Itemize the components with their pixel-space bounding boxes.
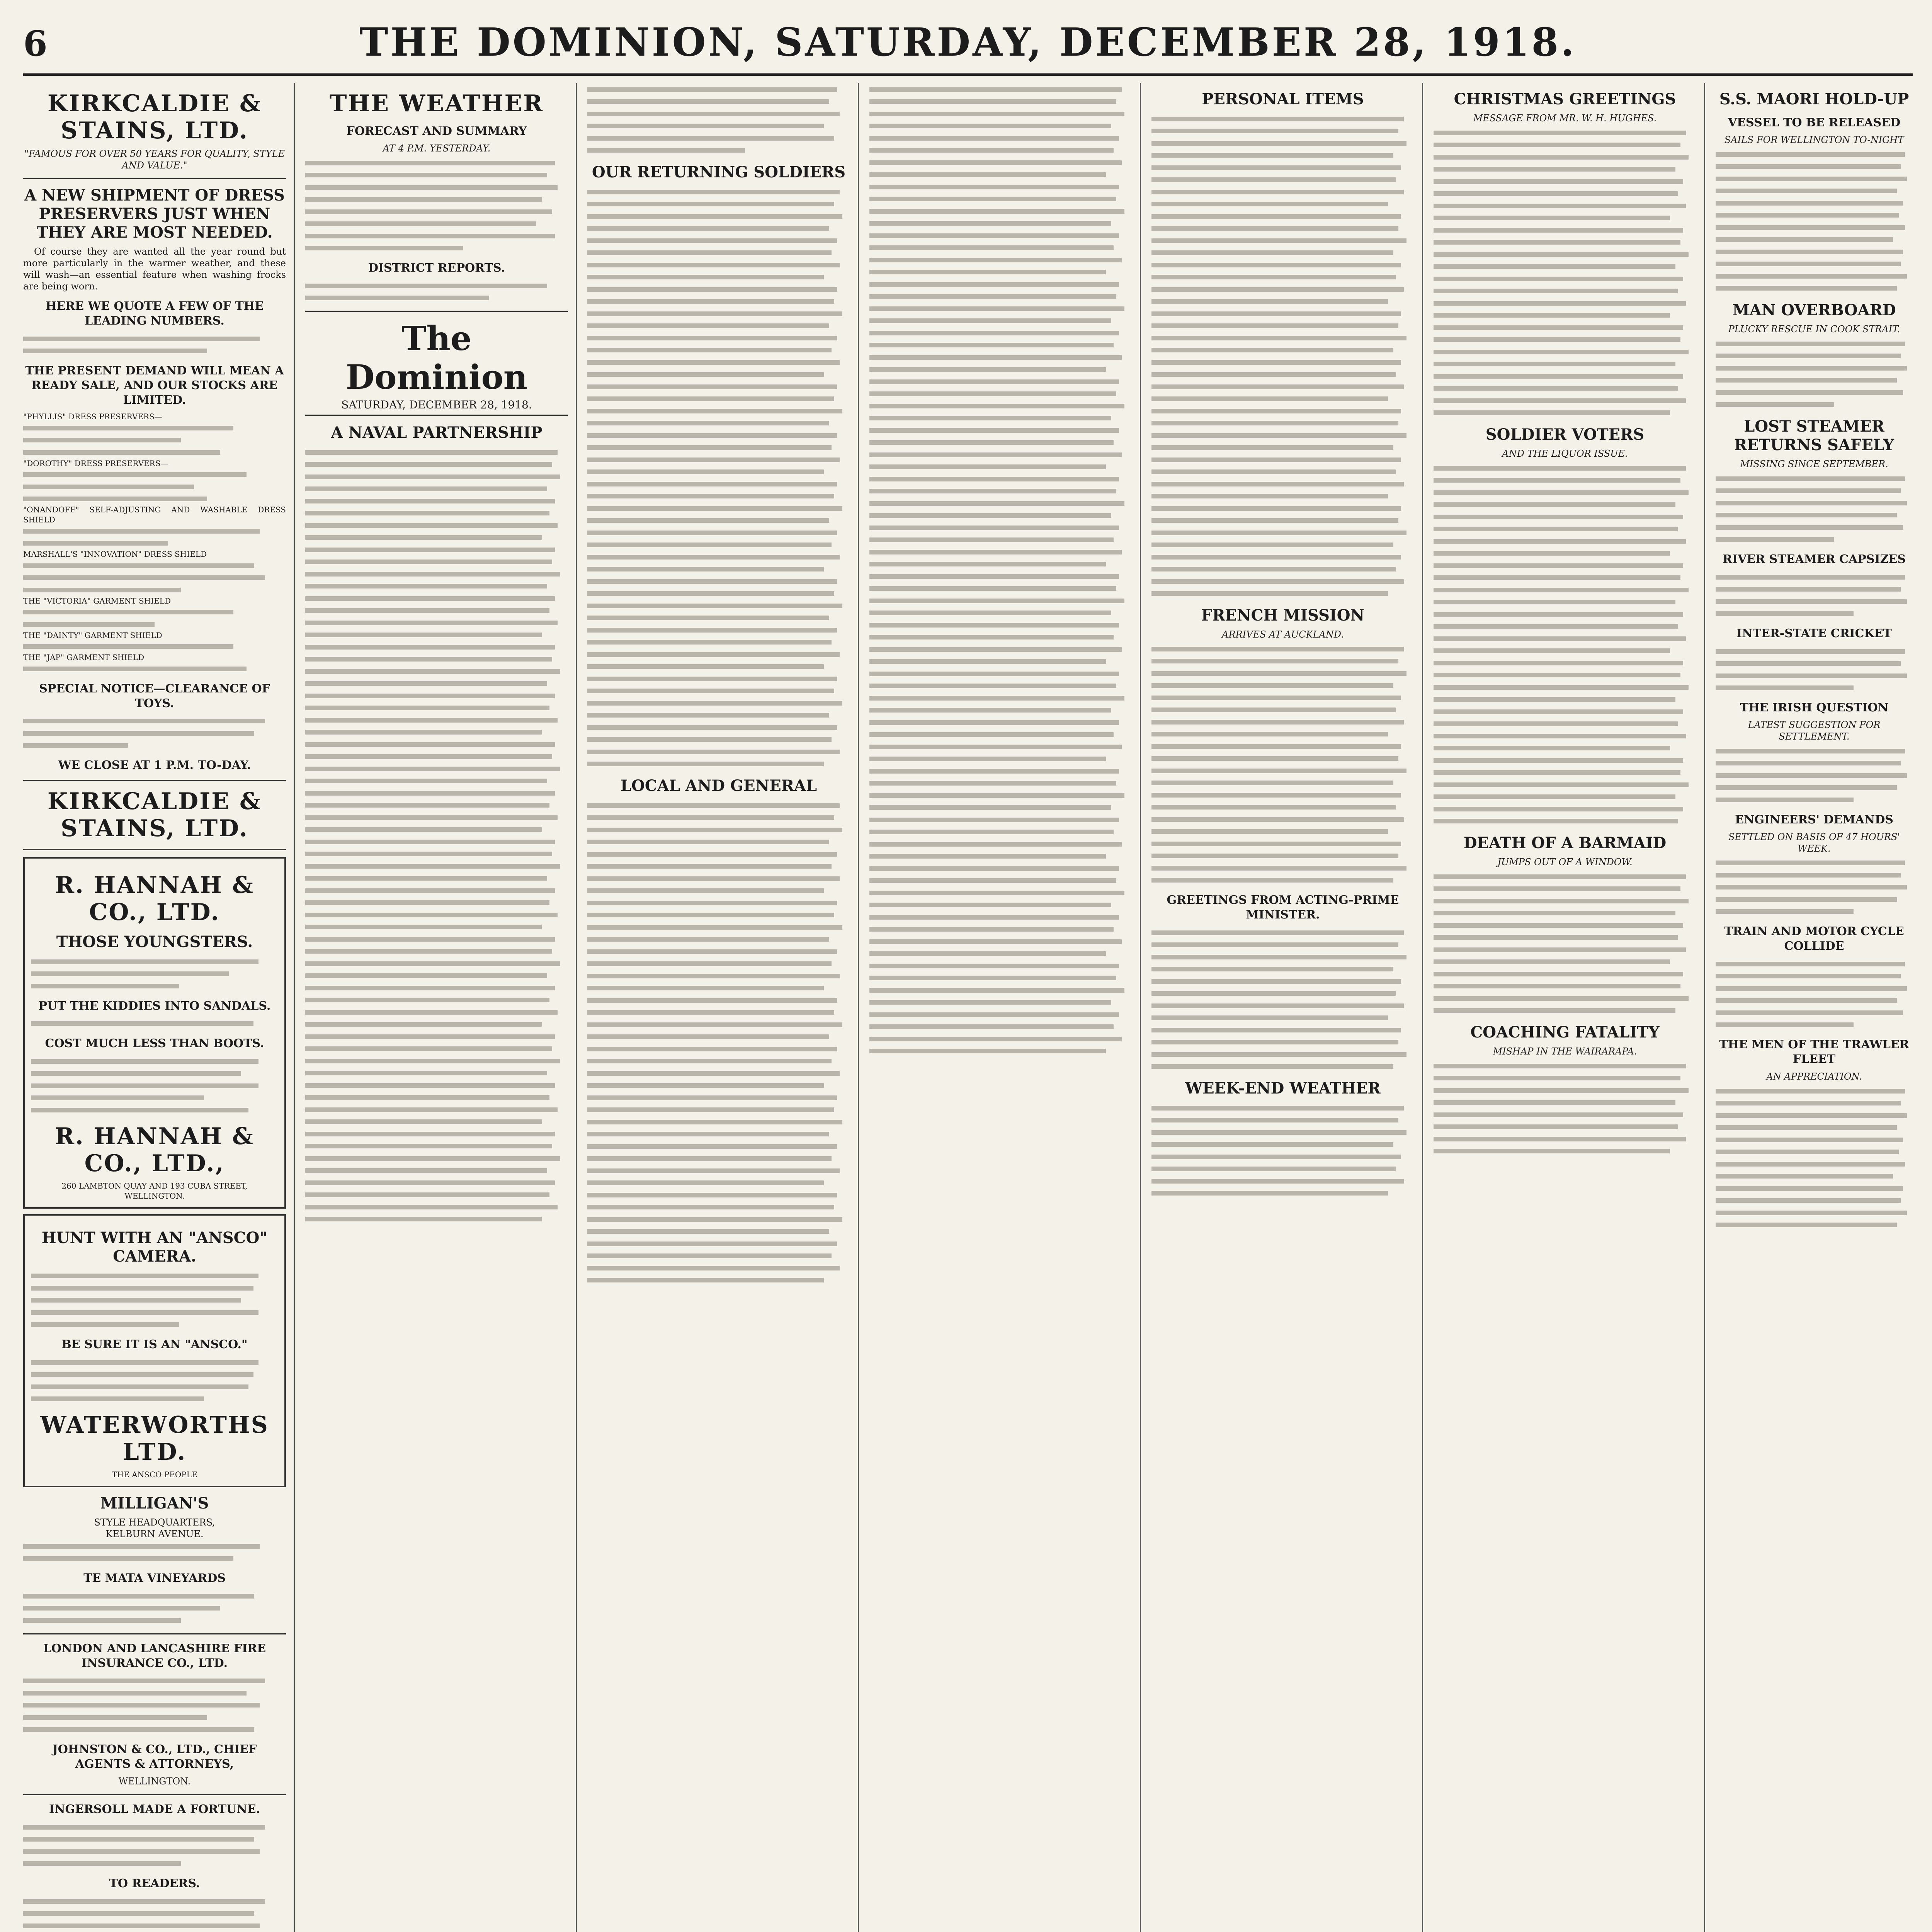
milligan-heading: MILLIGAN'S — [100, 1494, 209, 1512]
jap-item: THE "JAP" GARMENT SHIELD — [23, 653, 145, 662]
dorothy-item: "DOROTHY" DRESS PRESERVERS— — [23, 458, 168, 468]
sandals-line: PUT THE KIDDIES INTO SANDALS. — [38, 999, 271, 1013]
greetings-heading: GREETINGS FROM ACTING-PRIME MINISTER. — [1167, 893, 1399, 922]
readers-heading: TO READERS. — [109, 1877, 200, 1890]
engineers-heading: ENGINEERS' DEMANDS — [1735, 813, 1893, 827]
masthead-title: THE DOMINION, SATURDAY, DECEMBER 28, 1918. — [359, 19, 1577, 65]
column-weather — [305, 83, 568, 1932]
district-reports-heading: DISTRICT REPORTS. — [368, 261, 505, 275]
column-advertisements — [23, 83, 286, 1932]
ansco-ad — [23, 1214, 286, 1488]
christmas-sub: MESSAGE FROM MR. W. H. HUGHES. — [1473, 113, 1657, 124]
paper-title: The Dominion — [345, 319, 528, 397]
overboard-heading: MAN OVERBOARD — [1732, 301, 1896, 319]
hannah-address: 260 LAMBTON QUAY AND 193 CUBA STREET, WELLINGTON. — [61, 1181, 248, 1201]
hannah-heading-2: R. HANNAH & CO., LTD., — [55, 1122, 254, 1177]
kirkcaldie-heading: KIRKCALDIE & STAINS, LTD. — [48, 90, 262, 144]
train-heading: TRAIN AND MOTOR CYCLE COLLIDE — [1724, 925, 1904, 953]
maori-heading: S.S. MAORI HOLD-UP — [1719, 90, 1909, 108]
cricket-heading: INTER-STATE CRICKET — [1736, 627, 1892, 640]
sure-line: BE SURE IT IS AN "ANSCO." — [61, 1338, 248, 1351]
kelburn-line: KELBURN AVENUE. — [105, 1529, 204, 1539]
weather-heading: THE WEATHER — [329, 90, 544, 117]
wellington-line: WELLINGTON. — [118, 1776, 191, 1787]
waterworths-heading: WATERWORTHS LTD. — [40, 1412, 269, 1466]
forecast-sub: AT 4 P.M. YESTERDAY. — [383, 143, 491, 154]
youngsters-heading: THOSE YOUNGSTERS. — [56, 933, 253, 951]
leading-numbers: HERE WE QUOTE A FEW OF THE LEADING NUMBERS. — [46, 299, 264, 328]
hunt-heading: HUNT WITH AN "ANSCO" CAMERA. — [41, 1228, 268, 1265]
french-mission-heading: FRENCH MISSION — [1201, 606, 1365, 624]
naval-partnership-heading: A NAVAL PARTNERSHIP — [331, 423, 543, 442]
victoria-item: THE "VICTORIA" GARMENT SHIELD — [23, 596, 171, 605]
close-notice: WE CLOSE AT 1 P.M. TO-DAY. — [58, 759, 251, 772]
milligan-sub: STYLE HEADQUARTERS, — [94, 1517, 215, 1528]
barmaid-sub: JUMPS OUT OF A WINDOW. — [1497, 857, 1633, 867]
appreciation-sub: AN APPRECIATION. — [1766, 1071, 1862, 1082]
cost-line: COST MUCH LESS THAN BOOTS. — [45, 1037, 264, 1050]
trawler-heading: THE MEN OF THE TRAWLER FLEET — [1719, 1038, 1909, 1066]
lost-steamer-heading: LOST STEAMER RETURNS SAFELY — [1734, 417, 1894, 454]
hannah-ad — [23, 857, 286, 1209]
river-steamer-heading: RIVER STEAMER CAPSIZES — [1723, 553, 1906, 566]
personal-items-heading: PERSONAL ITEMS — [1202, 90, 1364, 108]
london-heading: LONDON AND LANCASHIRE FIRE INSURANCE CO., LTD. — [43, 1641, 266, 1670]
plucky-sub: PLUCKY RESCUE IN COOK STRAIT. — [1728, 324, 1900, 335]
barmaid-heading: DEATH OF A BARMAID — [1463, 834, 1667, 852]
innovation-item: MARSHALL'S "INNOVATION" DRESS SHIELD — [23, 549, 207, 559]
dainty-item: THE "DAINTY" GARMENT SHIELD — [23, 630, 162, 640]
column-greetings — [1434, 83, 1696, 1932]
irish-heading: THE IRISH QUESTION — [1740, 701, 1889, 714]
french-mission-sub: ARRIVES AT AUCKLAND. — [1222, 629, 1344, 640]
forecast-heading: FORECAST AND SUMMARY — [346, 124, 527, 138]
released-heading: VESSEL TO BE RELEASED — [1728, 116, 1901, 129]
page-number: 6 — [23, 23, 48, 64]
column-soldiers — [587, 83, 850, 1932]
coaching-sub: MISHAP IN THE WAIRARAPA. — [1493, 1046, 1637, 1057]
missing-sub: MISSING SINCE SEPTEMBER. — [1740, 459, 1888, 469]
irish-sub: LATEST SUGGESTION FOR SETTLEMENT. — [1748, 719, 1881, 742]
kirkcaldie-tagline: "FAMOUS FOR OVER 50 YEARS FOR QUALITY, STYLE AND VALUE." — [24, 148, 285, 171]
demand-notice: THE PRESENT DEMAND WILL MEAN A READY SALE, AND OUR STOCKS ARE LIMITED. — [25, 364, 284, 407]
ingersoll-heading: INGERSOLL MADE A FORTUNE. — [49, 1803, 260, 1816]
coaching-heading: COACHING FATALITY — [1470, 1023, 1660, 1041]
dress-preservers-heading: A NEW SHIPMENT OF DRESS PRESERVERS JUST WHEN THEY ARE MOST NEEDED. — [24, 186, 285, 242]
hannah-heading: R. HANNAH & CO., LTD. — [55, 872, 254, 926]
christmas-greetings-heading: CHRISTMAS GREETINGS — [1454, 90, 1676, 108]
column-news — [869, 83, 1132, 1932]
te-mata-heading: TE MATA VINEYARDS — [83, 1571, 226, 1585]
soldier-voters-heading: SOLDIER VOTERS — [1485, 425, 1645, 444]
column-cables — [1716, 83, 1913, 1932]
column-personal — [1151, 83, 1414, 1932]
onandoff-item: "ONANDOFF" SELF-ADJUSTING AND WASHABLE DRESS SHIELD — [23, 505, 286, 524]
phyllis-item: "PHYLLIS" DRESS PRESERVERS— — [23, 412, 162, 421]
weekend-weather-heading: WEEK-END WEATHER — [1185, 1079, 1381, 1097]
johnston-heading: JOHNSTON & CO., LTD., CHIEF AGENTS & ATTORNEYS, — [52, 1743, 257, 1771]
engineers-sub: SETTLED ON BASIS OF 47 HOURS' WEEK. — [1728, 831, 1900, 854]
dateline: SATURDAY, DECEMBER 28, 1918. — [305, 399, 568, 416]
liquor-sub: AND THE LIQUOR ISSUE. — [1502, 448, 1628, 459]
ansco-people: THE ANSCO PEOPLE — [112, 1470, 197, 1479]
kirkcaldie-footer: KIRKCALDIE & STAINS, LTD. — [48, 788, 262, 842]
special-notice: SPECIAL NOTICE—CLEARANCE OF TOYS. — [39, 682, 270, 710]
dress-intro: Of course they are wanted all the year round but more particularly in the warmer weather, and these will wash—an essential feature when washing frocks are being worn. — [23, 246, 286, 292]
sails-sub: SAILS FOR WELLINGTON TO-NIGHT — [1724, 134, 1904, 145]
masthead — [23, 19, 1913, 76]
local-general-heading: LOCAL AND GENERAL — [620, 777, 817, 795]
returning-soldiers-heading: OUR RETURNING SOLDIERS — [592, 163, 846, 181]
